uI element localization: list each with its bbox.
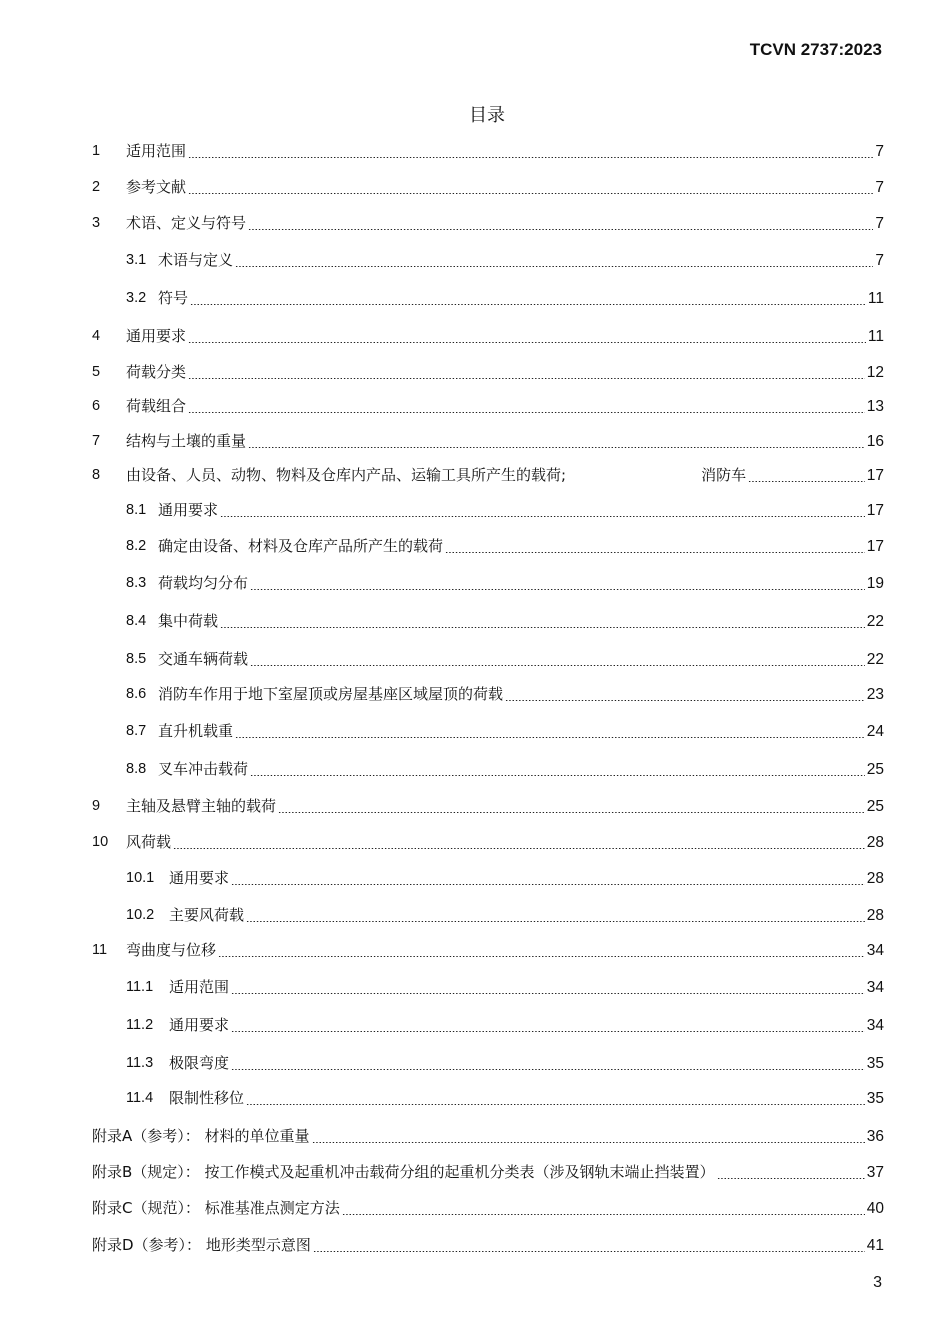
toc-entry-page: 13 <box>866 398 884 415</box>
toc-entry-page: 16 <box>866 433 884 450</box>
toc-dot-leader <box>246 921 865 922</box>
toc-entry-title: 荷载分类 <box>126 363 187 381</box>
toc-dot-leader <box>188 157 873 158</box>
toc-entry-page: 35 <box>866 1055 884 1072</box>
toc-entry[interactable] <box>0 720 950 742</box>
toc-entry-number: 11.1 <box>126 979 154 995</box>
toc-entry[interactable] <box>0 572 950 594</box>
toc-dot-leader <box>188 378 865 379</box>
toc-entry-page: 7 <box>875 215 884 232</box>
toc-entry-page: 25 <box>866 761 884 778</box>
toc-entry[interactable] <box>0 683 950 705</box>
toc-dot-leader <box>231 993 865 994</box>
toc-entry-page: 36 <box>866 1128 884 1145</box>
toc-entry-title: 消防车作用于地下室屋顶或房屋基座区域屋顶的荷载 <box>158 685 504 703</box>
toc-dot-leader <box>717 1178 865 1179</box>
toc-entry[interactable] <box>0 325 950 347</box>
toc-dot-leader <box>231 1069 865 1070</box>
toc-entry-number: 7 <box>92 433 101 449</box>
toc-entry-page: 40 <box>866 1200 884 1217</box>
toc-entry-title: 主轴及悬臂主轴的载荷 <box>126 797 277 815</box>
toc-entry-title: 适用范围 <box>169 978 230 996</box>
toc-entry-number: 3 <box>92 215 101 231</box>
toc-entry-number: 8.8 <box>126 761 147 777</box>
toc-entry[interactable] <box>0 287 950 309</box>
toc-entry-title: 限制性移位 <box>169 1089 245 1107</box>
toc-dot-leader <box>188 412 865 413</box>
toc-dot-leader <box>505 700 865 701</box>
toc-entry-title: 极限弯度 <box>169 1054 230 1072</box>
toc-entry-number: 5 <box>92 364 101 380</box>
toc-dot-leader <box>235 266 873 267</box>
toc-entry-title: 附录D（参考）： 地形类型示意图 <box>92 1236 311 1254</box>
toc-entry-title: 术语、定义与符号 <box>126 214 247 232</box>
toc-entry-title: 通用要求 <box>169 869 230 887</box>
toc-entry-number: 11.2 <box>126 1017 154 1033</box>
toc-entry[interactable] <box>0 499 950 521</box>
toc-entry-page: 24 <box>866 723 884 740</box>
toc-dot-leader <box>188 342 866 343</box>
toc-entry-number: 6 <box>92 398 101 414</box>
toc-dot-leader <box>248 229 873 230</box>
toc-entry-title-continued: 消防车 <box>701 466 747 484</box>
toc-dot-leader <box>220 627 865 628</box>
toc-entry[interactable] <box>0 176 950 198</box>
toc-entry-number: 8.6 <box>126 686 147 702</box>
toc-entry-number: 3.1 <box>126 252 147 268</box>
toc-entry-title: 结构与土壤的重量 <box>126 432 247 450</box>
toc-entry-number: 8.2 <box>126 538 147 554</box>
toc-entry-title: 荷载组合 <box>126 397 187 415</box>
toc-entry-page: 35 <box>866 1090 884 1107</box>
toc-entry-title: 确定由设备、材料及仓库产品所产生的载荷 <box>158 537 444 555</box>
toc-entry-number: 11 <box>92 942 108 958</box>
toc-entry[interactable] <box>0 430 950 452</box>
toc-entry[interactable] <box>0 395 950 417</box>
toc-entry-number: 2 <box>92 179 101 195</box>
toc-entry-page: 7 <box>875 252 884 269</box>
toc-entry-number: 11.3 <box>126 1055 154 1071</box>
toc-entry-page: 37 <box>866 1164 884 1181</box>
toc-entry-page: 17 <box>866 538 884 555</box>
toc-entry[interactable] <box>0 249 950 271</box>
toc-entry-title: 主要风荷载 <box>169 906 245 924</box>
toc-entry-title: 交通车辆荷载 <box>158 650 249 668</box>
toc-entry-number: 8.1 <box>126 502 147 518</box>
toc-entry-title: 附录B（规定）： 按工作模式及起重机冲击载荷分组的起重机分类表（涉及钢轨末端止挡装置） <box>92 1163 715 1181</box>
toc-entry[interactable] <box>0 939 950 961</box>
toc-dot-leader <box>218 956 865 957</box>
toc-entry[interactable] <box>0 361 950 383</box>
toc-entry-page: 22 <box>866 651 884 668</box>
toc-entry[interactable] <box>0 1161 950 1183</box>
toc-entry-number: 8.4 <box>126 613 147 629</box>
toc-entry-title: 术语与定义 <box>158 251 234 269</box>
toc-entry-page: 23 <box>866 686 884 703</box>
toc-entry-number: 8.5 <box>126 651 147 667</box>
toc-dot-leader <box>220 516 865 517</box>
toc-entry[interactable] <box>0 976 950 998</box>
toc-entry[interactable] <box>0 795 950 817</box>
toc-entry-number: 3.2 <box>126 290 147 306</box>
toc-entry-title: 弯曲度与位移 <box>126 941 217 959</box>
toc-entry-title: 由设备、人员、动物、物料及仓库内产品、运输工具所产生的载荷; <box>126 466 567 484</box>
toc-entry-number: 8.7 <box>126 723 147 739</box>
toc-entry[interactable] <box>0 648 950 670</box>
toc-entry-number: 8.3 <box>126 575 147 591</box>
toc-entry-page: 34 <box>866 942 884 959</box>
toc-dot-leader <box>250 589 865 590</box>
toc-dot-leader <box>748 481 865 482</box>
toc-entry-title: 适用范围 <box>126 142 187 160</box>
toc-dot-leader <box>278 812 865 813</box>
toc-entry-page: 22 <box>866 613 884 630</box>
toc-entry-number: 10.1 <box>126 870 155 886</box>
toc-entry-title: 集中荷载 <box>158 612 219 630</box>
toc-dot-leader <box>250 775 865 776</box>
toc-entry-title: 参考文献 <box>126 178 187 196</box>
toc-entry-page: 41 <box>866 1237 884 1254</box>
document-code: TCVN 2737:2023 <box>749 40 882 59</box>
page-number: 3 <box>873 1274 882 1291</box>
toc-entry[interactable] <box>0 1234 950 1256</box>
toc-entry-title: 通用要求 <box>158 501 219 519</box>
toc-entry-number: 4 <box>92 328 101 344</box>
toc-entry-number: 1 <box>92 143 101 159</box>
toc-entry-title: 通用要求 <box>126 327 187 345</box>
toc-dot-leader <box>173 848 865 849</box>
toc-entry-number: 10.2 <box>126 907 155 923</box>
toc-entry-page: 11 <box>867 328 884 345</box>
toc-entry-page: 17 <box>866 467 884 484</box>
toc-entry[interactable] <box>0 867 950 889</box>
toc-entry-title: 荷载均匀分布 <box>158 574 249 592</box>
toc-entry-page: 28 <box>866 834 884 851</box>
toc-dot-leader <box>188 193 873 194</box>
toc-entry-title: 符号 <box>158 289 189 307</box>
toc-entry[interactable] <box>0 535 950 557</box>
toc-entry[interactable] <box>0 831 950 853</box>
toc-entry-page: 7 <box>875 179 884 196</box>
toc-entry-page: 28 <box>866 870 884 887</box>
toc-entry-page: 25 <box>866 798 884 815</box>
toc-dot-leader <box>235 737 865 738</box>
toc-entry-number: 11.4 <box>126 1090 154 1106</box>
toc-entry[interactable] <box>0 140 950 162</box>
toc-entry-title: 通用要求 <box>169 1016 230 1034</box>
toc-entry-page: 34 <box>866 979 884 996</box>
toc-dot-leader <box>312 1142 865 1143</box>
toc-entry[interactable] <box>0 610 950 632</box>
toc-entry[interactable] <box>0 1014 950 1036</box>
toc-entry[interactable] <box>0 212 950 234</box>
toc-entry[interactable] <box>0 904 950 926</box>
toc-entry-page: 19 <box>866 575 884 592</box>
toc-entry[interactable] <box>0 1125 950 1147</box>
toc-dot-leader <box>231 884 865 885</box>
toc-entry-page: 28 <box>866 907 884 924</box>
toc-entry-number: 8 <box>92 467 101 483</box>
toc-entry-number: 9 <box>92 798 101 814</box>
toc-dot-leader <box>342 1214 865 1215</box>
toc-dot-leader <box>248 447 865 448</box>
toc-entry-page: 34 <box>866 1017 884 1034</box>
toc-dot-leader <box>246 1104 865 1105</box>
toc-title: 目录 <box>469 105 505 126</box>
toc-entry-page: 12 <box>866 364 884 381</box>
toc-entry-title: 风荷载 <box>126 833 172 851</box>
toc-dot-leader <box>231 1031 865 1032</box>
toc-dot-leader <box>190 304 866 305</box>
toc-entry-page: 7 <box>875 143 884 160</box>
toc-entry[interactable] <box>0 1197 950 1219</box>
toc-entry[interactable] <box>0 1087 950 1109</box>
toc-entry-title: 叉车冲击载荷 <box>158 760 249 778</box>
toc-dot-leader <box>250 665 865 666</box>
toc-entry-number: 10 <box>92 834 109 850</box>
toc-entry-page: 11 <box>867 290 884 307</box>
toc-entry-title: 附录C（规范）： 标准基准点测定方法 <box>92 1199 340 1217</box>
toc-entry[interactable] <box>0 758 950 780</box>
toc-entry-title: 直升机载重 <box>158 722 234 740</box>
toc-entry-page: 17 <box>866 502 884 519</box>
toc-entry[interactable] <box>0 464 950 486</box>
toc-dot-leader <box>445 552 865 553</box>
toc-dot-leader <box>313 1251 865 1252</box>
toc-entry-title: 附录A（参考）： 材料的单位重量 <box>92 1127 310 1145</box>
toc-entry[interactable] <box>0 1052 950 1074</box>
